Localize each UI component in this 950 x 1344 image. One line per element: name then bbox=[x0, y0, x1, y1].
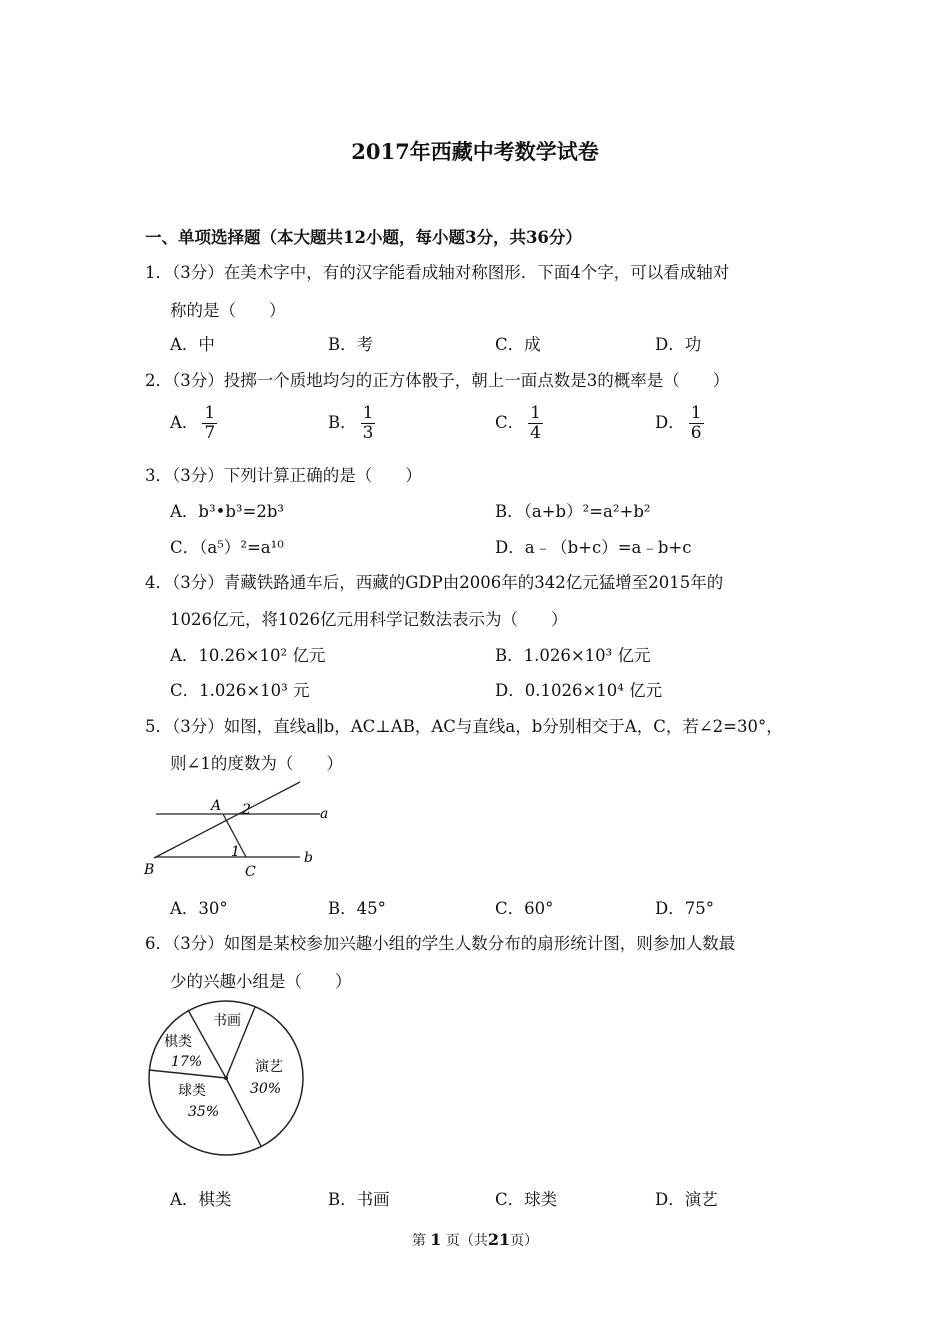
q5-option-b: B．45° bbox=[328, 899, 386, 918]
pie-center bbox=[224, 1076, 228, 1080]
page-footer bbox=[0, 1230, 950, 1250]
q3-option-a: A．b³•b³=2b³ bbox=[170, 502, 285, 521]
q4-option-d: D．0.1026×10⁴ 亿元 bbox=[495, 681, 663, 700]
q5-option-a: A．30° bbox=[170, 899, 228, 918]
label-point-a: A bbox=[211, 798, 222, 814]
question-6-line-2: 少的兴趣小组是（ ） bbox=[170, 972, 352, 991]
q6-option-a: A．棋类 bbox=[170, 1190, 232, 1209]
question-3-line-1: 3．（3分）下列计算正确的是（ ） bbox=[145, 466, 422, 485]
footer-text: 页） bbox=[510, 1233, 539, 1249]
question-5-line-2: 则∠1的度数为（ ） bbox=[170, 754, 343, 773]
label-angle-2: 2 bbox=[242, 802, 251, 818]
question-5-line-1: 5．（3分）如图，直线a∥b，AC⊥AB，AC与直线a，b分别相交于A，C，若∠2=30°， bbox=[145, 717, 783, 736]
q6-option-d: D．演艺 bbox=[655, 1190, 718, 1209]
parallel-lines-figure bbox=[140, 780, 340, 880]
footer-text: 第 bbox=[411, 1233, 426, 1249]
q3-option-d: D．a﹣（b+c）=a﹣b+c bbox=[495, 538, 692, 557]
question-4-line-2: 1026亿元，将1026亿元用科学记数法表示为（ ） bbox=[170, 610, 568, 629]
section-heading: 一、单项选择题（本大题共12小题，每小题3分，共36分） bbox=[145, 228, 582, 247]
q6-option-c: C．球类 bbox=[495, 1190, 558, 1209]
q1-option-c: C．成 bbox=[495, 335, 541, 354]
label-point-b: B bbox=[144, 862, 155, 878]
q2-option-c bbox=[495, 404, 543, 443]
q4-option-c: C．1.026×10³ 元 bbox=[170, 681, 310, 700]
pie-label-qiulei: 球类 bbox=[178, 1082, 206, 1098]
q5-option-c: C．60° bbox=[495, 899, 554, 918]
q2-option-a bbox=[170, 404, 217, 443]
fraction: $\frac{1}{6}$ bbox=[690, 403, 702, 443]
q1-option-d: D．功 bbox=[655, 335, 702, 354]
line-ab bbox=[154, 782, 300, 858]
pie-value-yanyi: 30% bbox=[250, 1081, 282, 1097]
label-point-c: C bbox=[245, 864, 256, 880]
q6-option-b: B．书画 bbox=[328, 1190, 390, 1209]
option-letter: D． bbox=[655, 413, 685, 432]
q5-option-d: D．75° bbox=[655, 899, 714, 918]
fraction: $\frac{1}{7}$ bbox=[204, 403, 216, 443]
option-letter: C． bbox=[495, 413, 525, 432]
label-line-a: a bbox=[320, 806, 329, 822]
q2-option-d bbox=[655, 404, 704, 443]
q1-option-a: A．中 bbox=[170, 335, 215, 354]
fraction: $\frac{1}{4}$ bbox=[530, 403, 541, 443]
q4-option-a: A．10.26×10² 亿元 bbox=[170, 646, 326, 665]
question-4-line-1: 4．（3分）青藏铁路通车后，西藏的GDP由2006年的342亿元猛增至2015年的 bbox=[145, 573, 724, 592]
page-total: 21 bbox=[487, 1230, 511, 1249]
question-1-line-2: 称的是（ ） bbox=[170, 301, 286, 320]
pie-chart-figure bbox=[140, 998, 310, 1158]
label-line-b: b bbox=[304, 850, 313, 866]
option-letter: A． bbox=[170, 413, 199, 432]
fraction: $\frac{1}{3}$ bbox=[362, 403, 374, 443]
q3-option-c: C．（a⁵）²=a¹⁰ bbox=[170, 538, 284, 557]
pie-divider bbox=[149, 1070, 226, 1078]
label-angle-1: 1 bbox=[231, 844, 240, 860]
pie-label-shuhua: 书画 bbox=[213, 1012, 241, 1028]
q2-option-b bbox=[328, 404, 375, 443]
pie-value-qilei: 17% bbox=[171, 1054, 203, 1070]
paper-title: 2017年西藏中考数学试卷 bbox=[351, 139, 599, 164]
option-letter: B． bbox=[328, 413, 357, 432]
footer-text: 页（共 bbox=[445, 1233, 488, 1249]
page-number: 1 bbox=[430, 1230, 442, 1249]
pie-label-yanyi: 演艺 bbox=[255, 1058, 283, 1074]
question-2-line-1: 2．（3分）投掷一个质地均匀的正方体骰子，朝上一面点数是3的概率是（ ） bbox=[145, 371, 730, 390]
q4-option-b: B．1.026×10³ 亿元 bbox=[495, 646, 651, 665]
pie-value-qiulei: 35% bbox=[188, 1104, 220, 1120]
pie-label-qilei: 棋类 bbox=[164, 1033, 192, 1049]
question-1-line-1: 1．（3分）在美术字中，有的汉字能看成轴对称图形．下面4个字，可以看成轴对 bbox=[145, 263, 730, 282]
q3-option-b: B．（a+b）²=a²+b² bbox=[495, 502, 651, 521]
question-6-line-1: 6．（3分）如图是某校参加兴趣小组的学生人数分布的扇形统计图，则参加人数最 bbox=[145, 934, 736, 953]
q1-option-b: B．考 bbox=[328, 335, 374, 354]
